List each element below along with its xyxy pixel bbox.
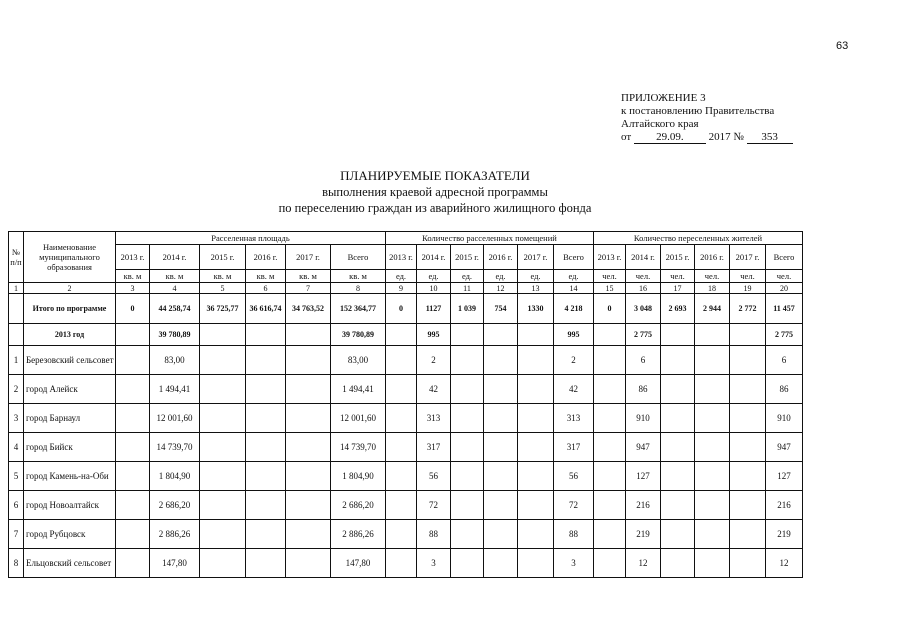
total-num <box>9 294 24 324</box>
row-value <box>695 491 730 520</box>
row-value <box>246 549 286 578</box>
header-year: 2014 г. <box>626 245 661 270</box>
row-value <box>594 375 626 404</box>
table-row <box>9 433 803 462</box>
column-number: 19 <box>730 283 766 294</box>
row-number: 7 <box>9 520 24 549</box>
row-value: 6 <box>766 346 803 375</box>
year-value: 39 780,89 <box>150 324 200 346</box>
row-value <box>661 433 695 462</box>
total-value: 0 <box>116 294 150 324</box>
year-value <box>518 324 554 346</box>
header-group-area: Расселенная площадь <box>116 232 386 245</box>
row-value: 14 739,70 <box>331 433 386 462</box>
header-year: 2014 г. <box>150 245 200 270</box>
row-value <box>116 462 150 491</box>
row-value <box>451 404 484 433</box>
document-title: ПЛАНИРУЕМЫЕ ПОКАЗАТЕЛИ <box>340 168 530 183</box>
header-unit: ед. <box>386 270 417 283</box>
header-year: 2013 г. <box>386 245 417 270</box>
date-number: 353 <box>747 132 793 144</box>
row-value: 127 <box>626 462 661 491</box>
header-year: Всего <box>766 245 803 270</box>
row-name: город Камень-на-Оби <box>24 462 116 491</box>
header-unit: кв. м <box>116 270 150 283</box>
row-value <box>661 375 695 404</box>
row-value <box>200 462 246 491</box>
row-value <box>386 404 417 433</box>
row-value <box>518 375 554 404</box>
total-value: 36 616,74 <box>246 294 286 324</box>
row-value <box>451 520 484 549</box>
row-value <box>730 462 766 491</box>
row-value: 83,00 <box>150 346 200 375</box>
total-value: 1127 <box>417 294 451 324</box>
column-number: 3 <box>116 283 150 294</box>
header-year: 2017 г. <box>518 245 554 270</box>
header-unit: кв. м <box>286 270 331 283</box>
date-prefix: от <box>621 131 632 143</box>
row-value <box>386 520 417 549</box>
header-year: 2015 г. <box>451 245 484 270</box>
row-value <box>661 346 695 375</box>
row-value <box>695 520 730 549</box>
year-value <box>484 324 518 346</box>
row-value: 83,00 <box>331 346 386 375</box>
header-unit: кв. м <box>150 270 200 283</box>
header-unit: чел. <box>594 270 626 283</box>
header-unit: чел. <box>730 270 766 283</box>
total-value: 34 763,52 <box>286 294 331 324</box>
row-value <box>116 404 150 433</box>
row-value: 42 <box>554 375 594 404</box>
row-value <box>730 404 766 433</box>
header-unit: ед. <box>484 270 518 283</box>
header-year: 2015 г. <box>200 245 246 270</box>
column-number: 6 <box>246 283 286 294</box>
row-value: 1 494,41 <box>331 375 386 404</box>
header-unit: кв. м <box>246 270 286 283</box>
document-subtitle-1: выполнения краевой адресной программы <box>322 185 548 199</box>
row-value <box>386 491 417 520</box>
header-unit: ед. <box>554 270 594 283</box>
year-row <box>9 324 803 346</box>
row-number: 4 <box>9 433 24 462</box>
row-value <box>246 520 286 549</box>
row-value <box>518 462 554 491</box>
row-value <box>594 520 626 549</box>
row-value: 2 <box>417 346 451 375</box>
row-value <box>695 404 730 433</box>
row-value <box>484 433 518 462</box>
header-unit: ед. <box>451 270 484 283</box>
row-value: 12 <box>766 549 803 578</box>
row-value <box>484 375 518 404</box>
year-value <box>116 324 150 346</box>
row-value <box>286 462 331 491</box>
column-number: 12 <box>484 283 518 294</box>
header-year: Всего <box>554 245 594 270</box>
row-value <box>661 404 695 433</box>
appendix-title: ПРИЛОЖЕНИЕ 3 <box>621 92 706 104</box>
header-unit: ед. <box>417 270 451 283</box>
row-value <box>200 346 246 375</box>
column-number: 9 <box>386 283 417 294</box>
header-year: 2017 г. <box>286 245 331 270</box>
row-value: 3 <box>554 549 594 578</box>
header-year: 2016 г. <box>484 245 518 270</box>
row-value <box>484 549 518 578</box>
year-value <box>730 324 766 346</box>
row-value: 313 <box>417 404 451 433</box>
row-value <box>286 549 331 578</box>
row-value <box>246 491 286 520</box>
table-row <box>9 375 803 404</box>
row-value: 2 686,20 <box>331 491 386 520</box>
row-value <box>730 549 766 578</box>
row-value <box>116 520 150 549</box>
year-value: 995 <box>554 324 594 346</box>
total-value: 3 048 <box>626 294 661 324</box>
row-name: Березовский сельсовет <box>24 346 116 375</box>
total-label: Итого по программе <box>24 294 116 324</box>
row-value <box>518 433 554 462</box>
total-value: 152 364,77 <box>331 294 386 324</box>
row-value: 313 <box>554 404 594 433</box>
appendix-decree: к постановлению Правительства <box>621 105 775 117</box>
header-row-units <box>9 270 803 283</box>
column-number: 18 <box>695 283 730 294</box>
row-value <box>484 404 518 433</box>
row-value: 219 <box>626 520 661 549</box>
row-value <box>386 549 417 578</box>
row-value <box>246 462 286 491</box>
row-value: 147,80 <box>331 549 386 578</box>
row-number: 5 <box>9 462 24 491</box>
table-row <box>9 549 803 578</box>
column-number: 2 <box>24 283 116 294</box>
row-number: 8 <box>9 549 24 578</box>
total-value: 754 <box>484 294 518 324</box>
column-number: 1 <box>9 283 24 294</box>
total-row <box>9 294 803 324</box>
header-group-rooms: Количество расселенных помещений <box>386 232 594 245</box>
year-value: 995 <box>417 324 451 346</box>
row-name: Ельцовский сельсовет <box>24 549 116 578</box>
row-value: 910 <box>626 404 661 433</box>
table-row <box>9 462 803 491</box>
row-value: 2 <box>554 346 594 375</box>
year-label: 2013 год <box>24 324 116 346</box>
row-value <box>518 404 554 433</box>
row-value <box>451 549 484 578</box>
year-value <box>246 324 286 346</box>
header-unit: ед. <box>518 270 554 283</box>
row-value: 127 <box>766 462 803 491</box>
table-row <box>9 346 803 375</box>
column-number: 14 <box>554 283 594 294</box>
header-name: Наименование муниципального образования <box>24 232 116 283</box>
row-value: 216 <box>626 491 661 520</box>
row-value <box>594 404 626 433</box>
header-year: 2016 г. <box>695 245 730 270</box>
header-unit: кв. м <box>331 270 386 283</box>
row-value <box>695 433 730 462</box>
row-value <box>484 462 518 491</box>
row-value <box>661 549 695 578</box>
row-value <box>484 346 518 375</box>
row-name: город Барнаул <box>24 404 116 433</box>
total-value: 2 772 <box>730 294 766 324</box>
header-year: Всего <box>331 245 386 270</box>
row-value <box>730 520 766 549</box>
row-value <box>246 375 286 404</box>
row-value: 1 804,90 <box>331 462 386 491</box>
row-value <box>594 549 626 578</box>
row-value: 12 <box>626 549 661 578</box>
year-value <box>451 324 484 346</box>
year-value <box>594 324 626 346</box>
row-value <box>661 520 695 549</box>
date-year: 2017 № <box>708 131 744 143</box>
total-value: 36 725,77 <box>200 294 246 324</box>
appendix-block <box>621 92 793 144</box>
year-value: 2 775 <box>626 324 661 346</box>
row-name: город Бийск <box>24 433 116 462</box>
row-value <box>286 520 331 549</box>
row-value: 56 <box>554 462 594 491</box>
total-value: 2 693 <box>661 294 695 324</box>
row-value: 947 <box>626 433 661 462</box>
row-value: 42 <box>417 375 451 404</box>
row-value: 72 <box>554 491 594 520</box>
year-num <box>9 324 24 346</box>
header-year: 2013 г. <box>116 245 150 270</box>
header-unit: кв. м <box>200 270 246 283</box>
row-value <box>386 375 417 404</box>
column-number: 15 <box>594 283 626 294</box>
row-value <box>286 346 331 375</box>
row-number: 3 <box>9 404 24 433</box>
row-value <box>200 375 246 404</box>
row-value <box>451 375 484 404</box>
column-number: 4 <box>150 283 200 294</box>
header-unit: чел. <box>661 270 695 283</box>
row-value <box>695 346 730 375</box>
year-value: 39 780,89 <box>331 324 386 346</box>
header-row-years <box>9 245 803 270</box>
row-value: 1 494,41 <box>150 375 200 404</box>
row-value <box>200 404 246 433</box>
total-value: 1 039 <box>451 294 484 324</box>
indicators-table <box>8 231 803 578</box>
row-number: 1 <box>9 346 24 375</box>
table-row <box>9 491 803 520</box>
year-value <box>386 324 417 346</box>
page-number: 63 <box>836 40 849 52</box>
row-value <box>386 433 417 462</box>
row-value: 12 001,60 <box>331 404 386 433</box>
row-name: город Новоалтайск <box>24 491 116 520</box>
row-value <box>246 404 286 433</box>
total-value: 44 258,74 <box>150 294 200 324</box>
row-value <box>695 375 730 404</box>
date-day: 29.09. <box>634 132 706 144</box>
row-value: 219 <box>766 520 803 549</box>
total-value: 1330 <box>518 294 554 324</box>
row-value <box>661 462 695 491</box>
row-value <box>451 491 484 520</box>
row-value: 1 804,90 <box>150 462 200 491</box>
row-value <box>286 491 331 520</box>
row-value <box>451 433 484 462</box>
row-value <box>116 549 150 578</box>
row-value: 6 <box>626 346 661 375</box>
row-value: 86 <box>626 375 661 404</box>
row-value: 147,80 <box>150 549 200 578</box>
table-row <box>9 520 803 549</box>
row-value: 2 886,26 <box>150 520 200 549</box>
header-year: 2013 г. <box>594 245 626 270</box>
row-value <box>518 549 554 578</box>
column-number: 13 <box>518 283 554 294</box>
year-value <box>200 324 246 346</box>
header-year: 2017 г. <box>730 245 766 270</box>
row-value <box>116 375 150 404</box>
table-row <box>9 404 803 433</box>
header-row-column-numbers <box>9 283 803 294</box>
year-value <box>661 324 695 346</box>
row-value <box>695 462 730 491</box>
row-value <box>594 346 626 375</box>
row-value: 2 686,20 <box>150 491 200 520</box>
row-value <box>730 433 766 462</box>
row-value <box>451 462 484 491</box>
document-subtitle-2: по переселению граждан из аварийного жилищного фонда <box>278 201 592 215</box>
row-value: 317 <box>417 433 451 462</box>
header-year: 2016 г. <box>246 245 286 270</box>
column-number: 10 <box>417 283 451 294</box>
row-value <box>286 404 331 433</box>
row-name: город Рубцовск <box>24 520 116 549</box>
row-value <box>286 375 331 404</box>
row-value <box>594 433 626 462</box>
row-value <box>200 491 246 520</box>
row-number: 2 <box>9 375 24 404</box>
row-value <box>518 346 554 375</box>
row-name: город Алейск <box>24 375 116 404</box>
row-value: 14 739,70 <box>150 433 200 462</box>
row-value: 88 <box>417 520 451 549</box>
year-value <box>286 324 331 346</box>
year-value: 2 775 <box>766 324 803 346</box>
header-num: № п/п <box>9 232 24 283</box>
row-value <box>730 491 766 520</box>
total-value: 4 218 <box>554 294 594 324</box>
column-number: 17 <box>661 283 695 294</box>
row-value <box>386 346 417 375</box>
row-value: 72 <box>417 491 451 520</box>
row-value: 88 <box>554 520 594 549</box>
row-value <box>200 433 246 462</box>
header-year: 2014 г. <box>417 245 451 270</box>
row-value <box>386 462 417 491</box>
row-value <box>246 433 286 462</box>
row-value: 2 886,26 <box>331 520 386 549</box>
row-value: 86 <box>766 375 803 404</box>
row-value <box>518 491 554 520</box>
row-value: 910 <box>766 404 803 433</box>
row-value <box>594 491 626 520</box>
year-value <box>695 324 730 346</box>
row-value: 56 <box>417 462 451 491</box>
header-year: 2015 г. <box>661 245 695 270</box>
column-number: 20 <box>766 283 803 294</box>
row-value <box>484 491 518 520</box>
column-number: 16 <box>626 283 661 294</box>
total-value: 0 <box>386 294 417 324</box>
row-value <box>484 520 518 549</box>
header-unit: чел. <box>766 270 803 283</box>
row-value: 317 <box>554 433 594 462</box>
column-number: 8 <box>331 283 386 294</box>
row-value <box>594 462 626 491</box>
total-value: 2 944 <box>695 294 730 324</box>
row-value: 947 <box>766 433 803 462</box>
header-group-people: Количество переселенных жителей <box>594 232 803 245</box>
row-value <box>116 433 150 462</box>
column-number: 7 <box>286 283 331 294</box>
column-number: 5 <box>200 283 246 294</box>
row-value <box>116 346 150 375</box>
row-value <box>730 375 766 404</box>
appendix-date-line <box>621 131 793 144</box>
row-value <box>730 346 766 375</box>
row-value: 216 <box>766 491 803 520</box>
column-number: 11 <box>451 283 484 294</box>
header-unit: чел. <box>695 270 730 283</box>
appendix-region: Алтайского края <box>621 118 699 130</box>
row-value: 3 <box>417 549 451 578</box>
row-value <box>661 491 695 520</box>
row-number: 6 <box>9 491 24 520</box>
total-value: 11 457 <box>766 294 803 324</box>
row-value <box>451 346 484 375</box>
header-unit: чел. <box>626 270 661 283</box>
row-value <box>116 491 150 520</box>
total-value: 0 <box>594 294 626 324</box>
row-value <box>246 346 286 375</box>
row-value <box>518 520 554 549</box>
row-value: 12 001,60 <box>150 404 200 433</box>
document-title-block <box>200 167 670 216</box>
row-value <box>200 520 246 549</box>
row-value <box>286 433 331 462</box>
header-row-groups <box>9 232 803 245</box>
row-value <box>200 549 246 578</box>
row-value <box>695 549 730 578</box>
